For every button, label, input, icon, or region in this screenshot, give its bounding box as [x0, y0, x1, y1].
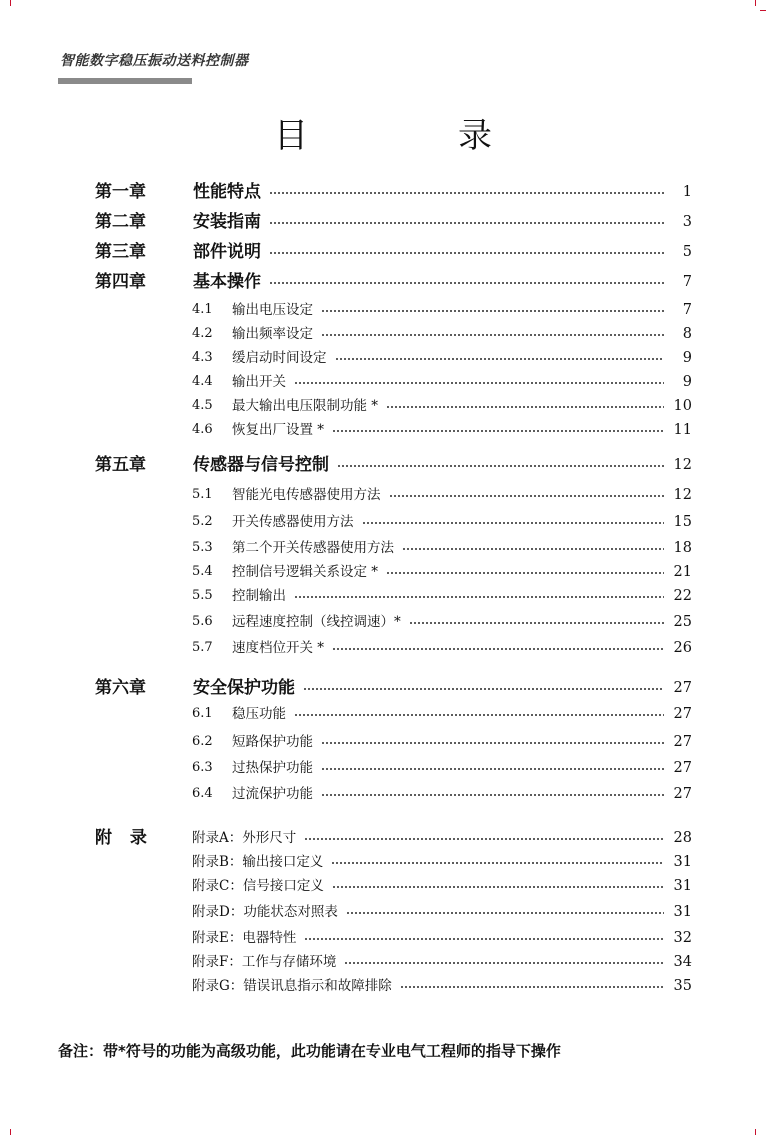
toc-entry-title: 附录B：输出接口定义 — [192, 854, 324, 870]
toc-dot-leader — [321, 794, 664, 796]
toc-dot-leader — [332, 430, 664, 432]
toc-entry-title: 附录D：功能状态对照表 — [192, 904, 338, 920]
toc-entry[interactable] — [0, 928, 766, 948]
toc-entry-title: 稳压功能 — [232, 706, 286, 722]
toc-chapter-prefix: 第四章 — [95, 272, 146, 292]
toc-dot-leader — [294, 382, 664, 384]
page-title: 目 录 — [274, 116, 550, 156]
toc-dot-leader — [304, 838, 664, 840]
toc-entry-title: 安装指南 — [193, 212, 261, 232]
toc-entry[interactable] — [0, 512, 766, 532]
toc-entry[interactable] — [0, 784, 766, 804]
toc-dot-leader — [269, 192, 664, 194]
toc-entry[interactable] — [0, 300, 766, 320]
toc-entry-title: 短路保护功能 — [232, 734, 313, 750]
toc-entry-title: 输出开关 — [232, 374, 286, 390]
toc-entry-title: 第二个开关传感器使用方法 — [232, 540, 394, 556]
toc-entry-title: 附录A：外形尺寸 — [192, 830, 297, 846]
toc-entry[interactable] — [0, 976, 766, 996]
toc-entry-title: 附录G：错误讯息指示和故障排除 — [192, 978, 392, 994]
toc-page-number: 12 — [673, 487, 692, 503]
toc-page-number: 27 — [673, 734, 692, 750]
toc-section-number: 5.6 — [192, 614, 213, 629]
toc-page-number: 8 — [682, 326, 692, 342]
toc-chapter-prefix: 附 录 — [95, 828, 153, 848]
toc-chapter-prefix: 第一章 — [95, 182, 146, 202]
toc-page-number: 26 — [673, 640, 692, 656]
toc-entry-title: 控制信号逻辑关系设定 * — [232, 564, 379, 580]
toc-entry[interactable] — [0, 324, 766, 344]
toc-page-number: 9 — [682, 374, 692, 390]
toc-chapter-prefix: 第二章 — [95, 212, 146, 232]
toc-section-number: 5.4 — [192, 564, 213, 579]
toc-entry[interactable] — [0, 902, 766, 922]
toc-page-number: 31 — [673, 904, 692, 920]
toc-page-number: 21 — [673, 564, 692, 580]
toc-entry-title: 基本操作 — [193, 272, 261, 292]
toc-page-number: 7 — [682, 302, 692, 318]
toc-dot-leader — [346, 912, 664, 914]
toc-page-number: 31 — [673, 878, 692, 894]
toc-dot-leader — [294, 714, 664, 716]
crop-mark-top-right — [755, 0, 756, 6]
toc-page-number: 15 — [673, 514, 692, 530]
toc-page-number: 11 — [673, 422, 692, 438]
crop-mark-bottom-left — [10, 1129, 11, 1135]
toc-page-number: 35 — [673, 978, 692, 994]
toc-page-number: 12 — [673, 457, 692, 473]
toc-entry[interactable] — [0, 538, 766, 558]
toc-chapter-prefix: 第六章 — [95, 678, 146, 698]
toc-entry-title: 附录F：工作与存储环境 — [192, 954, 337, 970]
toc-page-number: 27 — [673, 706, 692, 722]
header-rule — [58, 78, 192, 84]
toc-dot-leader — [335, 358, 665, 360]
toc-section-number: 6.1 — [192, 706, 213, 721]
toc-entry-title: 部件说明 — [193, 242, 261, 262]
toc-dot-leader — [269, 282, 664, 284]
toc-page-number: 10 — [673, 398, 692, 414]
toc-entry-title: 过流保护功能 — [232, 786, 313, 802]
toc-entry-title: 恢复出厂设置 * — [232, 422, 325, 438]
toc-entry-title: 速度档位开关 * — [232, 640, 325, 656]
toc-entry-title: 过热保护功能 — [232, 760, 313, 776]
toc-page-number: 5 — [682, 244, 692, 260]
toc-dot-leader — [304, 938, 664, 940]
toc-dot-leader — [331, 862, 664, 864]
toc-chapter-prefix: 第三章 — [95, 242, 146, 262]
toc-entry[interactable] — [0, 272, 766, 292]
toc-page-number: 1 — [682, 184, 692, 200]
toc-section-number: 5.2 — [192, 514, 213, 529]
toc-entry[interactable] — [0, 212, 766, 232]
toc-page-number: 31 — [673, 854, 692, 870]
toc-section-number: 5.5 — [192, 588, 213, 603]
toc-entry[interactable] — [0, 372, 766, 392]
toc-entry-title: 远程速度控制（线控调速）* — [232, 614, 401, 630]
toc-entry[interactable] — [0, 638, 766, 658]
toc-entry-title: 附录C：信号接口定义 — [192, 878, 324, 894]
toc-page-number: 9 — [682, 350, 692, 366]
toc-dot-leader — [337, 465, 664, 467]
toc-section-number: 5.1 — [192, 487, 213, 502]
toc-chapter-prefix: 第五章 — [95, 455, 146, 475]
toc-dot-leader — [321, 768, 664, 770]
toc-section-number: 6.4 — [192, 786, 213, 801]
toc-entry-title: 安全保护功能 — [193, 678, 295, 698]
toc-dot-leader — [400, 986, 664, 988]
toc-page-number: 27 — [673, 786, 692, 802]
crop-mark-bottom-right — [755, 1129, 756, 1135]
crop-mark-top-left — [10, 0, 11, 6]
running-header-title: 智能数字稳压振动送料控制器 — [60, 53, 249, 69]
toc-section-number: 5.3 — [192, 540, 213, 555]
toc-entry-title: 控制输出 — [232, 588, 286, 604]
toc-dot-leader — [321, 742, 664, 744]
toc-page-number: 18 — [673, 540, 692, 556]
toc-entry-title: 缓启动时间设定 — [232, 350, 327, 366]
toc-dot-leader — [362, 522, 665, 524]
toc-entry[interactable] — [0, 758, 766, 778]
toc-dot-leader — [269, 222, 664, 224]
toc-entry[interactable] — [0, 420, 766, 440]
toc-entry[interactable] — [0, 828, 766, 848]
toc-section-number: 4.4 — [192, 374, 213, 389]
toc-entry[interactable] — [0, 396, 766, 416]
toc-entry[interactable] — [0, 852, 766, 872]
toc-dot-leader — [269, 252, 664, 254]
toc-entry[interactable] — [0, 182, 766, 202]
toc-dot-leader — [389, 495, 665, 497]
toc-section-number: 4.5 — [192, 398, 213, 413]
toc-entry[interactable] — [0, 242, 766, 262]
toc-page-number: 28 — [673, 830, 692, 846]
toc-section-number: 5.7 — [192, 640, 213, 655]
toc-entry-title: 输出电压设定 — [232, 302, 313, 318]
toc-entry[interactable] — [0, 485, 766, 505]
toc-dot-leader — [303, 688, 664, 690]
toc-page-number: 7 — [682, 274, 692, 290]
toc-page-number: 3 — [682, 214, 692, 230]
toc-page-number: 34 — [673, 954, 692, 970]
toc-page-number: 22 — [673, 588, 692, 604]
toc-entry[interactable] — [0, 876, 766, 896]
toc-entry-title: 开关传感器使用方法 — [232, 514, 354, 530]
toc-dot-leader — [294, 596, 664, 598]
toc-dot-leader — [321, 310, 664, 312]
toc-entry[interactable] — [0, 612, 766, 632]
toc-entry-title: 最大输出电压限制功能 * — [232, 398, 379, 414]
toc-entry-title: 输出频率设定 — [232, 326, 313, 342]
toc-entry[interactable] — [0, 586, 766, 606]
toc-section-number: 4.3 — [192, 350, 213, 365]
toc-entry[interactable] — [0, 952, 766, 972]
crop-mark-top-right-h — [760, 10, 766, 11]
toc-entry-title: 智能光电传感器使用方法 — [232, 487, 381, 503]
toc-section-number: 4.1 — [192, 302, 213, 317]
toc-dot-leader — [386, 406, 664, 408]
toc-dot-leader — [332, 648, 664, 650]
toc-dot-leader — [321, 334, 664, 336]
toc-section-number: 6.3 — [192, 760, 213, 775]
toc-section-number: 4.2 — [192, 326, 213, 341]
toc-dot-leader — [386, 572, 664, 574]
toc-entry[interactable] — [0, 348, 766, 368]
toc-entry-title: 性能特点 — [193, 182, 261, 202]
toc-entry-title: 附录E：电器特性 — [192, 930, 297, 946]
toc-entry[interactable] — [0, 704, 766, 724]
toc-dot-leader — [344, 962, 664, 964]
toc-entry[interactable] — [0, 678, 766, 698]
toc-entry-title: 传感器与信号控制 — [193, 455, 329, 475]
toc-dot-leader — [332, 886, 664, 888]
toc-page-number: 32 — [673, 930, 692, 946]
footnote: 备注：带*符号的功能为高级功能，此功能请在专业电气工程师的指导下操作 — [58, 1042, 561, 1060]
toc-entry[interactable] — [0, 455, 766, 475]
toc-entry[interactable] — [0, 732, 766, 752]
toc-entry[interactable] — [0, 562, 766, 582]
toc-dot-leader — [409, 622, 664, 624]
toc-section-number: 6.2 — [192, 734, 213, 749]
toc-dot-leader — [402, 548, 664, 550]
toc-section-number: 4.6 — [192, 422, 213, 437]
toc-page-number: 27 — [673, 680, 692, 696]
toc-page-number: 27 — [673, 760, 692, 776]
toc-page-number: 25 — [673, 614, 692, 630]
